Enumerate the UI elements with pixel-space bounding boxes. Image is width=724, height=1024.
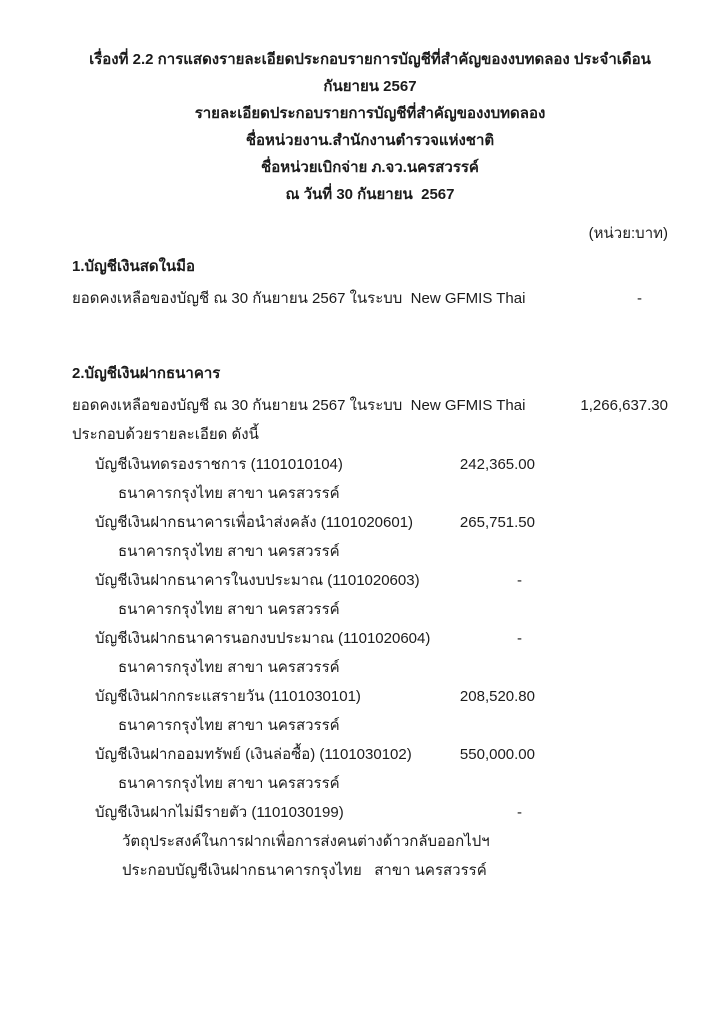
account-name: บัญชีเงินฝากไม่มีรายตัว (1101030199): [95, 804, 344, 821]
document-subtitle: รายละเอียดประกอบรายการบัญชีที่สำคัญของงบทดลอง: [194, 105, 546, 122]
section2-title: 2.บัญชีเงินฝากธนาคาร: [72, 365, 221, 382]
account-detail-list: [72, 450, 668, 885]
account-bank-note: ธนาคารกรุงไทย สาขา นครสวรรค์: [118, 485, 340, 502]
account-detail-row: [72, 798, 668, 827]
account-detail-row: [72, 682, 668, 711]
account-amount: -: [517, 572, 522, 589]
account-bank-note: ธนาคารกรุงไทย สาขา นครสวรรค์: [118, 659, 340, 676]
account-name: บัญชีเงินทดรองราชการ (1101010104): [95, 456, 343, 473]
account-bank-note: ประกอบบัญชีเงินฝากธนาคารกรุงไทย สาขา นครสวรรค์: [122, 862, 487, 879]
section2-balance-label: ยอดคงเหลือของบัญชี ณ 30 กันยายน 2567 ในระบบ New GFMIS Thai: [72, 397, 526, 414]
currency-unit-label: (หน่วย:บาท): [588, 225, 668, 242]
account-amount: 265,751.50: [459, 514, 535, 531]
account-name: บัญชีเงินฝากธนาคารในงบประมาณ (1101020603): [95, 572, 420, 589]
section1-balance-row: [72, 284, 668, 313]
account-name: บัญชีเงินฝากกระแสรายวัน (1101030101): [95, 688, 361, 705]
account-amount: -: [517, 804, 522, 821]
account-amount: 208,520.80: [459, 688, 535, 705]
account-bank-note: ธนาคารกรุงไทย สาขา นครสวรรค์: [118, 543, 340, 560]
as-of-date-line: ณ วันที่ 30 กันยายน 2567: [285, 186, 455, 203]
account-detail-row: [72, 508, 668, 537]
section1-balance-value: -: [637, 290, 642, 307]
account-bank-note: ธนาคารกรุงไทย สาขา นครสวรรค์: [118, 717, 340, 734]
account-detail-row: [72, 450, 668, 479]
account-purpose-note: วัตถุประสงค์ในการฝากเพื่อการส่งคนต่างด้าวกลับออกไปฯ: [122, 833, 490, 850]
paying-unit-line: ชื่อหน่วยเบิกจ่าย ภ.จว.นครสวรรค์: [261, 159, 479, 176]
section-bank-deposits: [72, 359, 668, 885]
section-cash-on-hand: [72, 252, 668, 313]
detail-intro: ประกอบด้วยรายละเอียด ดังนี้: [72, 426, 259, 443]
account-name: บัญชีเงินฝากธนาคารเพื่อนำส่งคลัง (1101020601): [95, 514, 414, 531]
account-name: บัญชีเงินฝากออมทรัพย์ (เงินล่อซื้อ) (1101030102): [95, 746, 412, 763]
account-amount: 242,365.00: [459, 456, 535, 473]
account-detail-row: [72, 624, 668, 653]
document-title: เรื่องที่ 2.2 การแสดงรายละเอียดประกอบรายการบัญชีที่สำคัญของงบทดลอง ประจำเดือนกันยายน 2567: [89, 51, 651, 95]
document-header: [72, 46, 668, 208]
account-amount: -: [517, 630, 522, 647]
section2-balance-row: [72, 391, 668, 420]
section1-title: 1.บัญชีเงินสดในมือ: [72, 258, 196, 275]
account-bank-note: ธนาคารกรุงไทย สาขา นครสวรรค์: [118, 601, 340, 618]
account-name: บัญชีเงินฝากธนาคารนอกงบประมาณ (1101020604): [95, 630, 431, 647]
account-bank-note: ธนาคารกรุงไทย สาขา นครสวรรค์: [118, 775, 340, 792]
account-detail-row: [72, 740, 668, 769]
account-amount: 550,000.00: [459, 746, 535, 763]
agency-name-line: ชื่อหน่วยงาน.สำนักงานตำรวจแห่งชาติ: [245, 132, 495, 149]
section2-balance-value: 1,266,637.30: [580, 397, 668, 414]
section1-balance-label: ยอดคงเหลือของบัญชี ณ 30 กันยายน 2567 ในระบบ New GFMIS Thai: [72, 290, 526, 307]
account-detail-row: [72, 566, 668, 595]
